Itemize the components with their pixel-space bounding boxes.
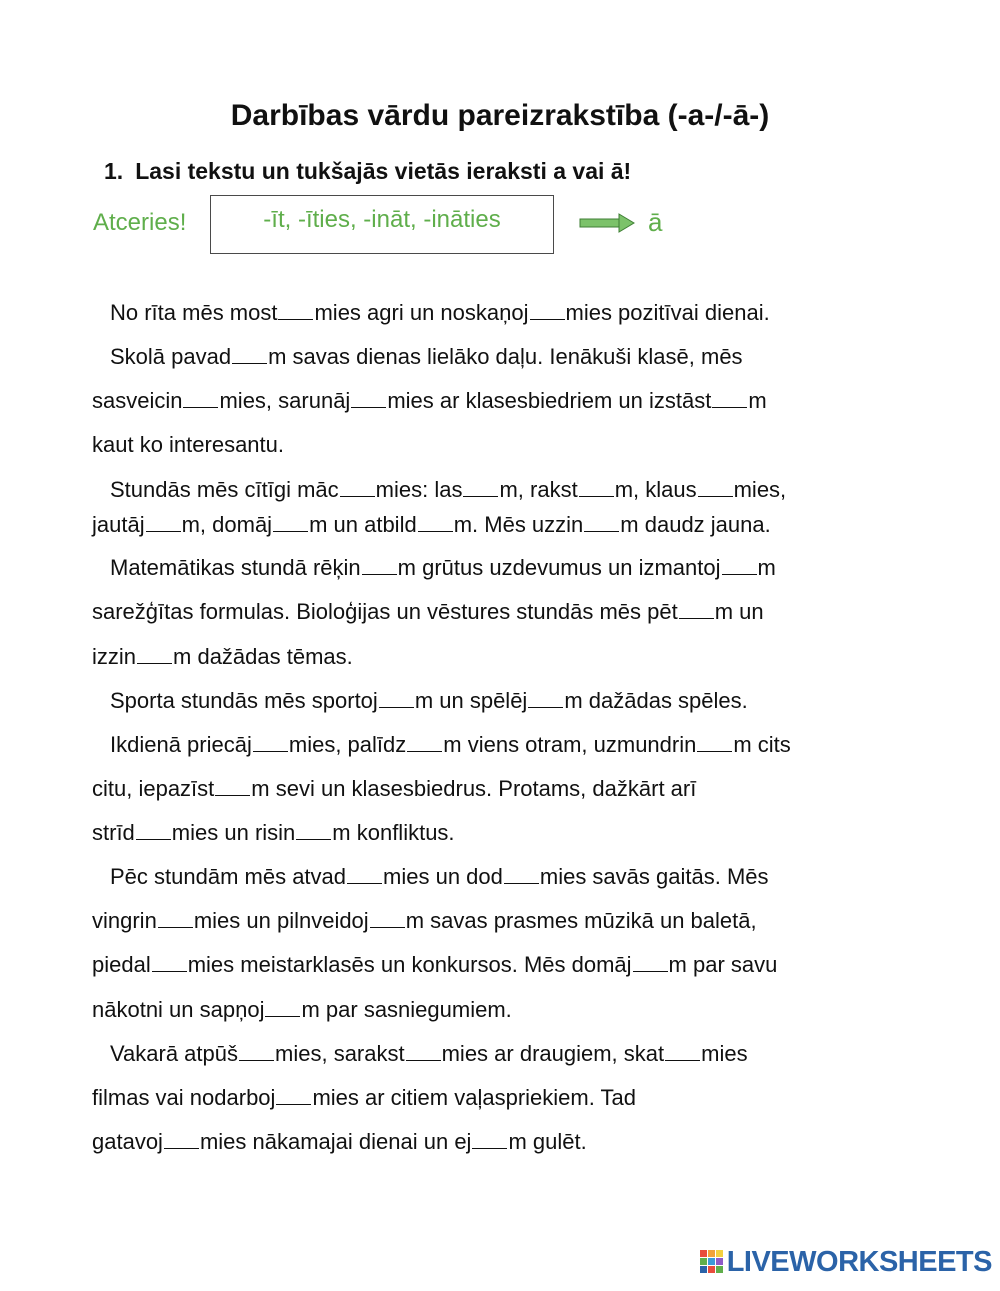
liveworksheets-brand: LIVEWORKSHEETS (726, 1245, 992, 1278)
answer-blank[interactable] (146, 513, 181, 532)
remember-label: Atceries! (93, 209, 187, 236)
text-segment: m dažādas tēmas. (173, 644, 353, 669)
text-segment: m, domāj (181, 512, 273, 537)
text-line (92, 772, 696, 806)
text-segment: mies, (733, 477, 787, 502)
text-line (92, 1081, 636, 1115)
text-segment: m sevi un klasesbiedrus. Protams, dažkārt arī (251, 776, 697, 801)
answer-blank[interactable] (472, 1130, 507, 1149)
answer-blank[interactable] (253, 733, 288, 752)
answer-blank[interactable] (137, 645, 172, 664)
text-segment: m, klaus (614, 477, 697, 502)
answer-blank[interactable] (712, 389, 747, 408)
text-line (92, 551, 776, 585)
text-line (92, 993, 512, 1027)
answer-blank[interactable] (296, 821, 331, 840)
text-line (92, 816, 455, 850)
rule-box: -īt, -īties, -ināt, -ināties (210, 195, 554, 254)
answer-blank[interactable] (351, 389, 386, 408)
answer-blank[interactable] (265, 998, 300, 1017)
answer-blank[interactable] (239, 1042, 274, 1061)
liveworksheets-logo-icon (699, 1248, 725, 1276)
text-segment: m. Mēs uzzin (453, 512, 584, 537)
answer-blank[interactable] (406, 1042, 441, 1061)
text-segment: mies pozitīvai dienai. (565, 300, 770, 325)
right-arrow-icon (579, 212, 635, 234)
text-segment: mies ar citiem vaļaspriekiem. Tad (312, 1085, 637, 1110)
text-segment: mies ar draugiem, skat (441, 1041, 665, 1066)
answer-blank[interactable] (276, 1086, 311, 1105)
text-segment: Ikdienā priecāj (110, 732, 252, 757)
answer-blank[interactable] (232, 345, 267, 364)
text-segment: m viens otram, uzmundrin (443, 732, 697, 757)
answer-blank[interactable] (463, 478, 498, 497)
answer-blank[interactable] (379, 689, 414, 708)
text-segment: mies un pilnveidoj (193, 908, 369, 933)
text-segment: m gulēt. (508, 1129, 587, 1154)
text-line (92, 904, 757, 938)
answer-blank[interactable] (158, 909, 193, 928)
text-segment: m, rakst (499, 477, 578, 502)
text-segment: m par savu (668, 952, 778, 977)
text-segment: mies savās gaitās. Mēs (539, 864, 769, 889)
answer-blank[interactable] (722, 556, 757, 575)
text-segment: mies agri un noskaņoj (314, 300, 529, 325)
text-segment: m dažādas spēles. (564, 688, 748, 713)
text-line (92, 860, 769, 894)
answer-blank[interactable] (278, 301, 313, 320)
answer-blank[interactable] (528, 689, 563, 708)
text-line (92, 473, 786, 507)
text-segment: m (757, 555, 776, 580)
exercise-number: 1. (104, 158, 124, 184)
instruction-text: Lasi tekstu un tukšajās vietās ieraksti a vai ā! (135, 158, 632, 184)
answer-blank[interactable] (698, 478, 733, 497)
text-segment: mies un dod (383, 864, 503, 889)
text-line (92, 1125, 587, 1159)
text-segment: mies, palīdz (288, 732, 407, 757)
text-segment: m grūtus uzdevumus un izmantoj (397, 555, 721, 580)
text-line (92, 1037, 748, 1071)
text-line (92, 728, 791, 762)
answer-blank[interactable] (347, 865, 382, 884)
answer-blank[interactable] (407, 733, 442, 752)
text-line (92, 384, 767, 418)
answer-blank[interactable] (183, 389, 218, 408)
answer-blank[interactable] (164, 1130, 199, 1149)
text-segment: Vakarā atpūš (110, 1041, 239, 1066)
text-segment: Matemātikas stundā rēķin (110, 555, 361, 580)
text-segment: vingrin (92, 908, 157, 933)
text-segment: m daudz jauna. (620, 512, 771, 537)
text-segment: sasveicin (92, 388, 183, 413)
text-segment: sarežģītas formulas. Bioloģijas un vēstures stundās mēs pēt (92, 599, 678, 624)
text-segment: No rīta mēs most (110, 300, 278, 325)
text-segment: kaut ko interesantu. (92, 432, 285, 457)
text-line (92, 595, 764, 629)
text-segment: gatavoj (92, 1129, 163, 1154)
text-line (92, 684, 748, 718)
text-segment: mies: las (375, 477, 463, 502)
text-segment: m savas prasmes mūzikā un baletā, (405, 908, 757, 933)
text-segment: Stundās mēs cītīgi māc (110, 477, 339, 502)
text-segment: strīd (92, 820, 135, 845)
text-segment: mies (701, 1041, 748, 1066)
answer-blank[interactable] (340, 478, 375, 497)
text-line (92, 296, 770, 330)
text-segment: m konfliktus. (332, 820, 455, 845)
text-segment: jautāj (92, 512, 145, 537)
text-segment: m (748, 388, 767, 413)
text-segment: m un spēlēj (414, 688, 528, 713)
answer-blank[interactable] (579, 478, 614, 497)
answer-blank[interactable] (362, 556, 397, 575)
text-segment: Pēc stundām mēs atvad (110, 864, 347, 889)
liveworksheets-logo (699, 1247, 992, 1277)
text-line (92, 508, 771, 542)
answer-blank[interactable] (136, 821, 171, 840)
text-segment: m un (714, 599, 764, 624)
answer-blank[interactable] (665, 1042, 700, 1061)
answer-blank[interactable] (370, 909, 405, 928)
text-segment: citu, iepazīst (92, 776, 215, 801)
text-segment: mies meistarklasēs un konkursos. Mēs domāj (187, 952, 632, 977)
answer-blank[interactable] (679, 600, 714, 619)
text-segment: m savas dienas lielāko daļu. Ienākuši klasē, mēs (268, 344, 743, 369)
answer-blank[interactable] (504, 865, 539, 884)
answer-blank[interactable] (530, 301, 565, 320)
text-segment: piedal (92, 952, 151, 977)
answer-blank[interactable] (633, 953, 668, 972)
text-segment: filmas vai nodarboj (92, 1085, 276, 1110)
answer-blank[interactable] (215, 777, 250, 796)
text-line (92, 428, 284, 462)
text-segment: mies, sarunāj (219, 388, 351, 413)
text-line (92, 640, 353, 674)
text-segment: Sporta stundās mēs sportoj (110, 688, 378, 713)
answer-blank[interactable] (152, 953, 187, 972)
text-segment: m un atbild (309, 512, 417, 537)
text-segment: izzin (92, 644, 137, 669)
text-segment: mies un risin (171, 820, 296, 845)
text-line (92, 340, 743, 374)
text-segment: mies ar klasesbiedriem un izstāst (387, 388, 712, 413)
rule-result: ā (648, 207, 663, 237)
answer-blank[interactable] (418, 513, 453, 532)
page-title: Darbības vārdu pareizrakstība (-a-/-ā-) (230, 99, 770, 132)
answer-blank[interactable] (273, 513, 308, 532)
text-segment: mies, sarakst (275, 1041, 405, 1066)
text-segment: Skolā pavad (110, 344, 232, 369)
text-segment: mies nākamajai dienai un ej (199, 1129, 472, 1154)
text-segment: m cits (733, 732, 791, 757)
answer-blank[interactable] (697, 733, 732, 752)
text-line (92, 948, 777, 982)
text-segment: nākotni un sapņoj (92, 997, 265, 1022)
text-segment: m par sasniegumiem. (301, 997, 512, 1022)
answer-blank[interactable] (584, 513, 619, 532)
exercise-instruction (104, 154, 631, 188)
